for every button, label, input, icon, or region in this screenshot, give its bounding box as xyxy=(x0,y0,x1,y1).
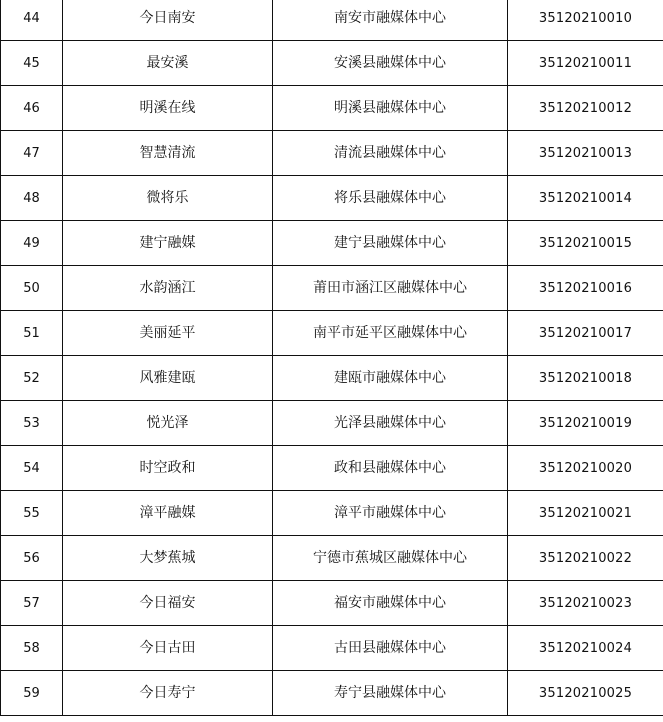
row-number-cell: 57 xyxy=(1,581,63,626)
registration-code-cell: 35120210018 xyxy=(508,356,663,401)
organization-cell: 莆田市涵江区融媒体中心 xyxy=(273,266,508,311)
organization-cell: 南安市融媒体中心 xyxy=(273,0,508,41)
account-name-cell: 风雅建瓯 xyxy=(63,356,273,401)
table-row xyxy=(1,401,663,446)
account-name-cell: 明溪在线 xyxy=(63,86,273,131)
row-number-cell: 49 xyxy=(1,221,63,266)
row-number-cell: 54 xyxy=(1,446,63,491)
table-row xyxy=(1,221,663,266)
account-name-cell: 今日寿宁 xyxy=(63,671,273,716)
account-name-cell: 大梦蕉城 xyxy=(63,536,273,581)
table-row xyxy=(1,86,663,131)
registration-code-cell: 35120210020 xyxy=(508,446,663,491)
table-row xyxy=(1,131,663,176)
table-row xyxy=(1,41,663,86)
row-number-cell: 48 xyxy=(1,176,63,221)
table-row xyxy=(1,536,663,581)
organization-cell: 将乐县融媒体中心 xyxy=(273,176,508,221)
registration-code-cell: 35120210017 xyxy=(508,311,663,356)
row-number-cell: 52 xyxy=(1,356,63,401)
registration-code-cell: 35120210024 xyxy=(508,626,663,671)
row-number-cell: 53 xyxy=(1,401,63,446)
account-name-cell: 悦光泽 xyxy=(63,401,273,446)
account-name-cell: 建宁融媒 xyxy=(63,221,273,266)
table-row xyxy=(1,446,663,491)
registration-code-cell: 35120210012 xyxy=(508,86,663,131)
organization-cell: 安溪县融媒体中心 xyxy=(273,41,508,86)
table-row xyxy=(1,0,663,41)
account-name-cell: 今日南安 xyxy=(63,0,273,41)
row-number-cell: 50 xyxy=(1,266,63,311)
row-number-cell: 44 xyxy=(1,0,63,41)
registration-code-cell: 35120210023 xyxy=(508,581,663,626)
table-row xyxy=(1,356,663,401)
account-name-cell: 智慧清流 xyxy=(63,131,273,176)
account-name-cell: 水韵涵江 xyxy=(63,266,273,311)
table-row xyxy=(1,626,663,671)
account-name-cell: 美丽延平 xyxy=(63,311,273,356)
registration-code-cell: 35120210022 xyxy=(508,536,663,581)
row-number-cell: 45 xyxy=(1,41,63,86)
table-row xyxy=(1,491,663,536)
row-number-cell: 56 xyxy=(1,536,63,581)
organization-cell: 漳平市融媒体中心 xyxy=(273,491,508,536)
organization-cell: 政和县融媒体中心 xyxy=(273,446,508,491)
account-name-cell: 微将乐 xyxy=(63,176,273,221)
registration-code-cell: 35120210021 xyxy=(508,491,663,536)
registration-code-cell: 35120210015 xyxy=(508,221,663,266)
registration-code-cell: 35120210016 xyxy=(508,266,663,311)
table-row xyxy=(1,671,663,716)
organization-cell: 清流县融媒体中心 xyxy=(273,131,508,176)
row-number-cell: 55 xyxy=(1,491,63,536)
organization-cell: 福安市融媒体中心 xyxy=(273,581,508,626)
row-number-cell: 47 xyxy=(1,131,63,176)
row-number-cell: 59 xyxy=(1,671,63,716)
organization-cell: 光泽县融媒体中心 xyxy=(273,401,508,446)
row-number-cell: 51 xyxy=(1,311,63,356)
organization-cell: 宁德市蕉城区融媒体中心 xyxy=(273,536,508,581)
organization-cell: 南平市延平区融媒体中心 xyxy=(273,311,508,356)
organization-cell: 明溪县融媒体中心 xyxy=(273,86,508,131)
table-row xyxy=(1,266,663,311)
table-row xyxy=(1,581,663,626)
account-name-cell: 今日古田 xyxy=(63,626,273,671)
registration-code-cell: 35120210019 xyxy=(508,401,663,446)
account-name-cell: 今日福安 xyxy=(63,581,273,626)
account-name-cell: 时空政和 xyxy=(63,446,273,491)
registration-code-cell: 35120210010 xyxy=(508,0,663,41)
registration-code-cell: 35120210014 xyxy=(508,176,663,221)
organization-cell: 建瓯市融媒体中心 xyxy=(273,356,508,401)
table-body xyxy=(1,0,663,716)
row-number-cell: 46 xyxy=(1,86,63,131)
row-number-cell: 58 xyxy=(1,626,63,671)
registration-code-cell: 35120210025 xyxy=(508,671,663,716)
registration-code-cell: 35120210011 xyxy=(508,41,663,86)
account-name-cell: 最安溪 xyxy=(63,41,273,86)
organization-cell: 古田县融媒体中心 xyxy=(273,626,508,671)
table-row xyxy=(1,311,663,356)
organization-cell: 建宁县融媒体中心 xyxy=(273,221,508,266)
table-row xyxy=(1,176,663,221)
organization-cell: 寿宁县融媒体中心 xyxy=(273,671,508,716)
registration-code-cell: 35120210013 xyxy=(508,131,663,176)
account-name-cell: 漳平融媒 xyxy=(63,491,273,536)
